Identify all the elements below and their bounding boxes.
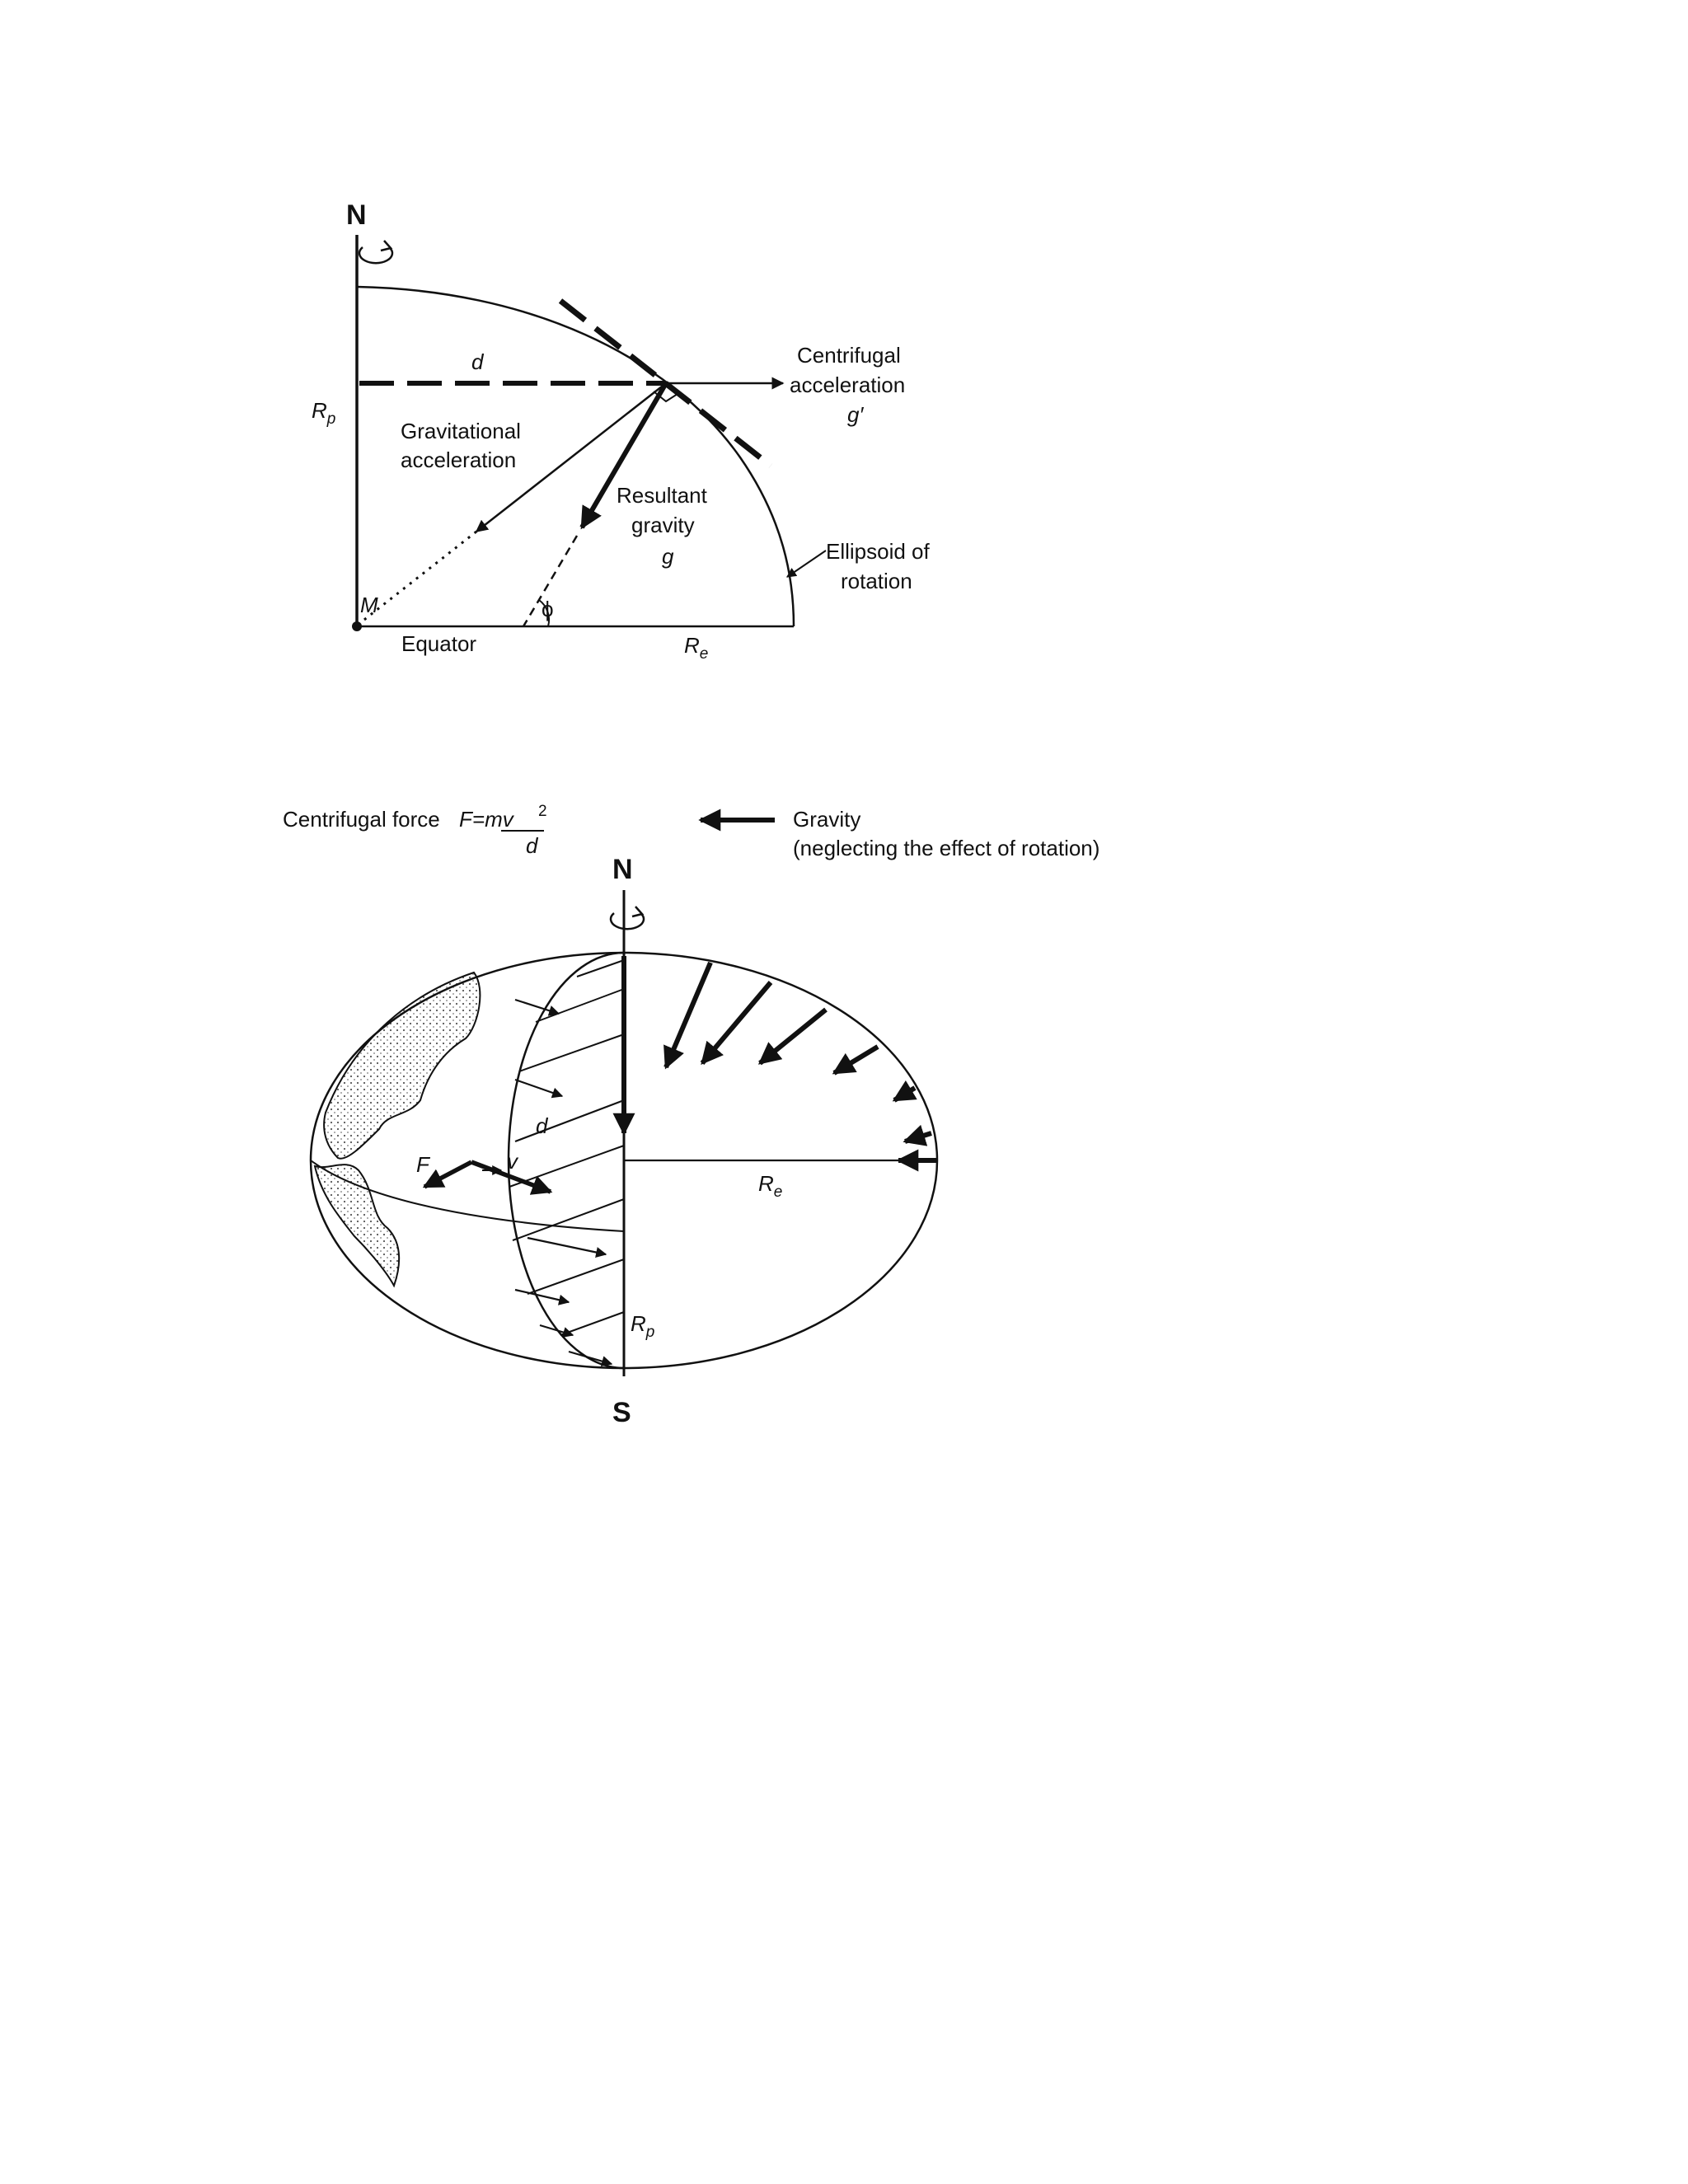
bottom-d-line [515,1100,624,1141]
bottom-d-label: d [536,1113,548,1138]
ellipsoid-label-line1: Ellipsoid of [826,539,930,564]
bottom-figure [283,803,1100,1428]
formula-num-v: v [502,807,513,832]
f-label: F [416,1152,429,1177]
rotation-arrow-icon [359,241,392,263]
bottom-rp-label [631,1311,654,1341]
formula-den: d [526,833,538,858]
phi-label: ϕ [542,597,554,621]
bottom-south-label: S [612,1397,631,1428]
gravitational-label-line1: Gravitational [401,419,521,443]
bottom-re-label [758,1171,782,1201]
bottom-re-sub: e [773,1183,783,1201]
formula-num-m: m [485,807,503,832]
top-rp-label [312,398,335,428]
top-north-label: N [346,199,367,231]
resultant-label-line1: Resultant [617,483,707,508]
gravity-legend-line2: (neglecting the effect of rotation) [793,836,1100,860]
continent-north [324,972,480,1159]
centrifugal-label-line2: acceleration [790,373,906,397]
meridian-curve [509,953,624,1368]
ellipsoid-label-line2: rotation [841,569,912,593]
top-re-sub: e [699,645,709,663]
centrifugal-label-line1: Centrifugal [797,343,901,368]
formula-lhs: F [459,807,472,832]
v-label: v [507,1149,518,1174]
continent-south [315,1165,399,1286]
equator-label: Equator [401,631,477,656]
gravitational-label-line2: acceleration [401,448,517,472]
bottom-north-label: N [612,854,633,885]
gravity-legend-line1: Gravity [793,807,861,832]
centrifugal-force-formula [459,803,547,858]
top-figure [312,199,931,663]
gravitational-extension-dotted [361,532,476,622]
center-point [352,621,362,631]
ellipsoid-pointer [787,551,826,577]
bottom-rp-main: R [631,1311,646,1336]
formula-eq: = [471,807,485,832]
formula-exp: 2 [538,803,547,820]
bottom-re-main: R [758,1171,774,1196]
resultant-label-line2: gravity [631,513,695,537]
bottom-rp-sub: p [645,1324,655,1341]
gravity-arrows [624,956,936,1160]
bottom-rotation-arrow-icon [611,907,644,929]
f-force-arrow [424,1162,471,1187]
centrifugal-force-text: Centrifugal force [283,807,440,832]
svg-text:F=mv [459,807,515,832]
top-rp-main: R [312,398,327,423]
top-re-main: R [684,633,700,658]
meridian-hatch [509,960,624,1335]
m-label: M [360,593,378,617]
top-re-label [684,633,708,663]
resultant-symbol: g [662,544,674,569]
top-d-label: d [471,349,484,374]
centrifugal-symbol: g′ [847,402,864,427]
top-rp-sub: p [326,410,336,428]
